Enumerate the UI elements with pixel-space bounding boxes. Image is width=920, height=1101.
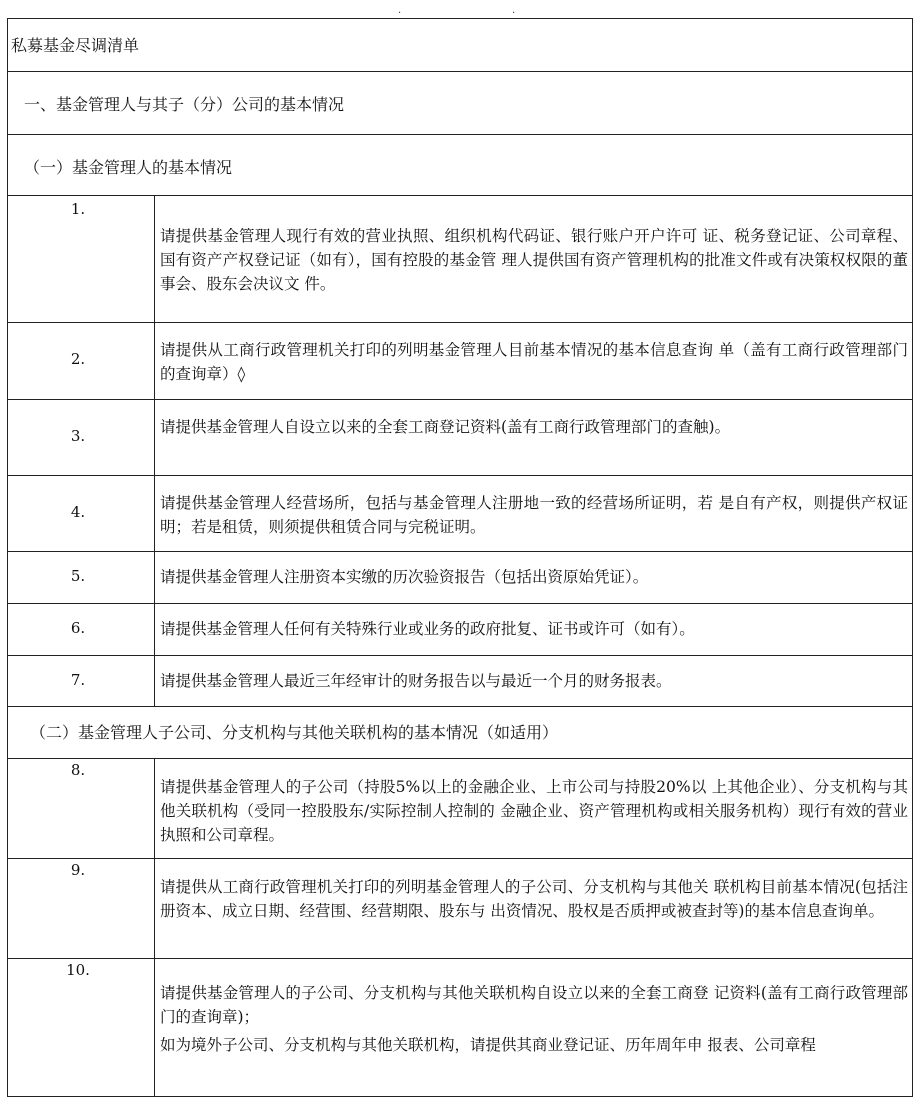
dot-mark: .	[398, 5, 402, 16]
item-number-cell	[8, 959, 155, 1096]
item-number-cell	[8, 196, 155, 322]
table-row	[8, 400, 912, 476]
item-text-line: 请提供基金管理人最近三年经审计的财务报告以与最近一个月的财务报表。	[160, 672, 672, 690]
checklist-table	[7, 18, 913, 1097]
item-number-cell	[8, 400, 155, 475]
table-row	[8, 759, 912, 859]
item-number-cell	[8, 759, 155, 858]
item-number: 5.	[70, 567, 86, 585]
item-text	[160, 875, 908, 923]
subsection-heading: （二）基金管理人子公司、分支机构与其他关联机构的基本情况（如适用）	[30, 723, 559, 742]
item-text	[160, 338, 908, 386]
item-text-line: 请提供基金管理人的子公司（持股5%以上的金融企业、上市公司与持股20%以 上其他企业）、分支机构与其他关联机构（受同一控股股东/实际控制人控制的 金融企业、资产管理机构或相关服务机构）现行有效的营业执照和公司章程。	[160, 778, 908, 844]
subsection-heading: （一）基金管理人的基本情况	[24, 158, 233, 177]
section-heading-row	[8, 72, 912, 135]
item-text-line: 请提供基金管理人自设立以来的全套工商登记资料(盖有工商行政管理部门的查触)。	[160, 418, 731, 436]
item-text-line: 请提供从工商行政管理机关打印的列明基金管理人的子公司、分支机构与其他关 联机构目前基本情况(包括注册资本、成立日期、经营围、经营期限、股东与 出资情况、股权是否质押或被查封等)的基本信息查询单。	[160, 878, 908, 920]
dot-mark: .	[512, 5, 516, 16]
section-heading: 一、基金管理人与其子（分）公司的基本情况	[24, 95, 345, 114]
item-number-cell	[8, 656, 155, 706]
subsection-heading-row	[8, 707, 912, 759]
item-text	[160, 565, 908, 589]
item-text-line: 请提供从工商行政管理机关打印的列明基金管理人目前基本情况的基本信息查询 单（盖有工商行政管理部门的查询章）◊	[160, 341, 908, 383]
item-number: 7.	[70, 671, 86, 689]
table-row	[8, 476, 912, 552]
item-number-cell	[8, 476, 155, 551]
item-text-line: 如为境外子公司、分支机构与其他关联机构，请提供其商业登记证、历年周年申 报表、公司章程	[160, 1036, 816, 1054]
item-text	[160, 491, 908, 539]
item-number: 10.	[66, 961, 90, 979]
table-row	[8, 959, 912, 1096]
item-text-line: 请提供基金管理人现行有效的营业执照、组织机构代码证、银行账户开户许可 证、税务登记证、公司章程、国有资产产权登记证（如有），国有控股的基金管 理人提供国有资产管理机构的批准文件或有决策权权限的董事会、股东会决议文 件。	[160, 227, 908, 293]
item-text-line: 请提供基金管理人经营场所，包括与基金管理人注册地一致的经营场所证明，若 是自有产权，则提供产权证明；若是租赁，则须提供租赁合同与完税证明。	[160, 494, 908, 536]
title-row	[8, 19, 912, 72]
table-row	[8, 196, 912, 323]
item-text	[160, 415, 908, 439]
item-text	[160, 775, 908, 847]
item-number: 6.	[70, 619, 86, 637]
item-number: 4.	[70, 503, 86, 521]
item-number-cell	[8, 323, 155, 399]
table-row	[8, 656, 912, 707]
item-number: 8.	[70, 761, 86, 779]
item-number: 1.	[70, 200, 86, 218]
table-row	[8, 552, 912, 604]
page-title: 私募基金尽调清单	[11, 36, 140, 55]
item-text-line: 请提供基金管理人任何有关特殊行业或业务的政府批复、证书或许可（如有）。	[160, 620, 695, 638]
item-number: 3.	[70, 427, 86, 445]
item-text	[160, 224, 908, 296]
top-dots	[0, 6, 920, 18]
item-number: 9.	[70, 861, 86, 879]
item-number-cell	[8, 552, 155, 603]
subsection-heading-row	[8, 135, 912, 196]
item-text-line: 请提供基金管理人注册资本实缴的历次验资报告（包括出资原始凭证）。	[160, 568, 649, 586]
table-row	[8, 323, 912, 400]
table-row	[8, 859, 912, 959]
item-text	[160, 617, 908, 641]
table-row	[8, 604, 912, 656]
item-text	[160, 981, 908, 1057]
item-number-cell	[8, 604, 155, 655]
item-number: 2.	[70, 350, 86, 368]
item-text	[160, 669, 908, 693]
item-text-line: 请提供基金管理人的子公司、分支机构与其他关联机构自设立以来的全套工商登 记资料(盖有工商行政管理部门的查询章)；	[160, 984, 908, 1026]
item-number-cell	[8, 859, 155, 958]
